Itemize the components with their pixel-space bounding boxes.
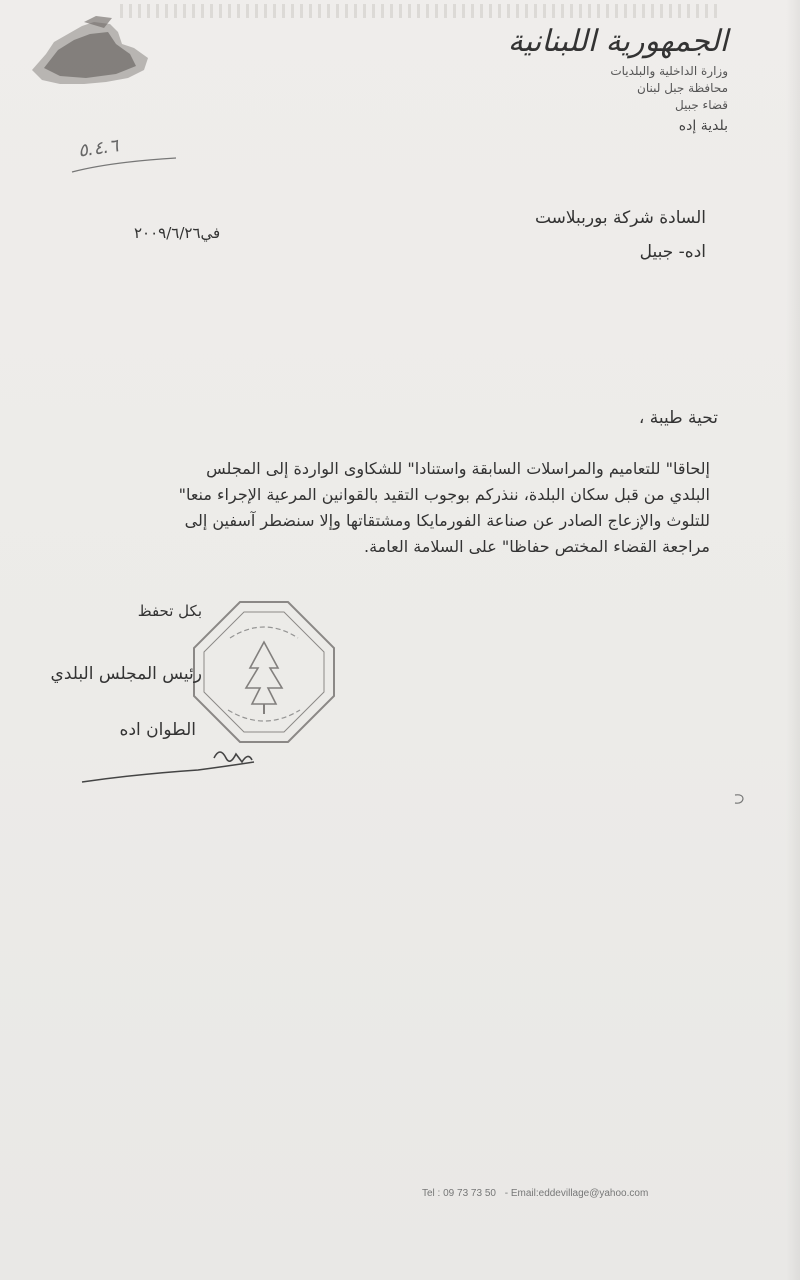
scan-artifact-dots xyxy=(120,4,720,18)
page-edge-shadow xyxy=(786,0,800,1280)
footer-email: - Email:eddevillage@yahoo.com xyxy=(504,1188,649,1199)
addressee-company: السادة شركة بورببلاست xyxy=(534,208,706,228)
handwritten-signature xyxy=(78,744,258,790)
reference-number: ٥.٤.٦ xyxy=(76,135,120,162)
signatory-title: رئيس المجلس البلدي xyxy=(50,664,202,684)
body-line: مراجعة القضاء المختص حفاظا" على السلامة العامة. xyxy=(363,537,710,556)
lebanon-map-logo xyxy=(24,14,154,90)
letter-body xyxy=(70,456,710,560)
scan-speck xyxy=(732,792,746,806)
addressee-block xyxy=(535,208,706,276)
greeting: تحية طيبة ، xyxy=(638,408,718,428)
letterhead xyxy=(508,24,728,148)
footer-tel: Tel : 09 73 73 50 xyxy=(422,1188,496,1199)
letter-date: في٢٠٠٩/٦/٢٦ xyxy=(134,224,221,242)
ministry-line: وزارة الداخلية والبلديات xyxy=(610,64,728,78)
body-line: البلدي من قبل سكان البلدة، ننذركم بوجوب التقيد بالقوانين المرعية الإجراء منعا" xyxy=(178,485,710,504)
republic-title: الجمهورية اللبنانية xyxy=(507,24,728,59)
body-line: للتلوث والإزعاج الصادر عن صناعة الفورمايكا ومشتقاتها وإلا سنضطر آسفين إلى xyxy=(184,511,710,530)
district-line: قضاء جبيل xyxy=(674,98,728,112)
addressee-location: اده- جبيل xyxy=(639,242,706,262)
signatory-name: الطوان اده xyxy=(119,720,196,740)
official-stamp xyxy=(190,598,338,746)
governorate-line: محافظة جبل لبنان xyxy=(637,81,728,95)
contact-footer xyxy=(422,1188,654,1199)
municipality-line: بلدية إده xyxy=(678,118,728,134)
body-line: إلحاقا" للتعاميم والمراسلات السابقة واستنادا" للشكاوى الواردة إلى المجلس xyxy=(206,459,710,478)
closing-phrase: بكل تحفظ xyxy=(137,602,202,620)
reference-underline xyxy=(70,156,180,176)
